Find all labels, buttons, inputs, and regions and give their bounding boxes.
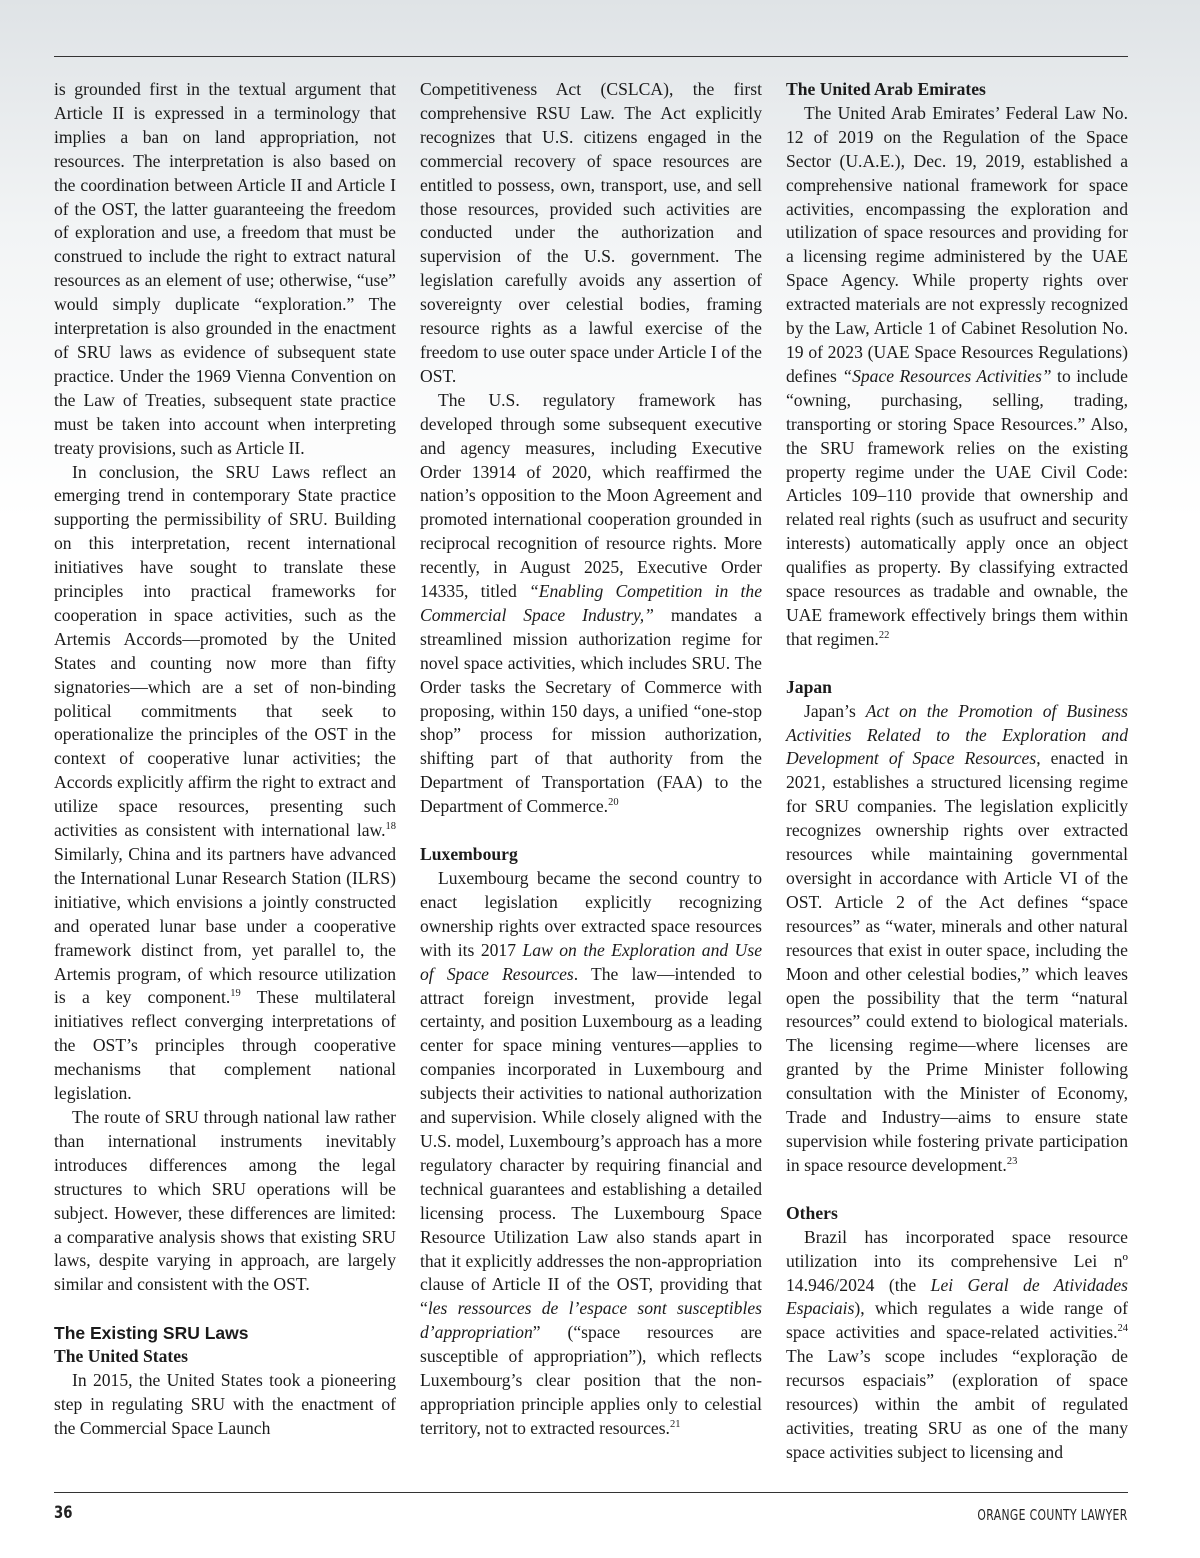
section-heading: The Existing SRU Laws [54,1323,249,1344]
paragraph: Luxembourg became the second country to enact legislation explicitly recognizing ownership rights over extracted space resources with its 2017 Law on the Exploration and Use of Space Resources. The law—intended to attract foreign investment, provide legal certainty, and position Luxembourg as a leading center for space mining ventures—applies to companies incorporated in Luxembourg and subjects their activities to national authorization and supervision. While closely aligned with the U.S. model, Luxembourg’s approach has a more regulatory character by requiring financial and technical guarantees and establishing a detailed licensing process. The Luxembourg Space Resource Utilization Law also stands apart in that it explicitly addresses the non-appropriation clause of Article II of the OST, providing that “les ressources de l’espace sont susceptibles d’appropriation” (“space resources are susceptible of appropriation”), which reflects Luxembourg’s clear position that the non-appropriation principle applies only to celestial territory, not to extracted resources.$^{21}$ [420,868,762,1438]
paragraph: Competitiveness Act (CSLCA), the first comprehensive RSU Law. The Act explicitly recognizes that U.S. citizens engaged in the commercial recovery of space resources are entitled to possess, own, transport, use, and sell those resources, provided such activities are conducted under the authorization and supervision of the U.S. government. The legislation carefully avoids any assertion of sovereignty over celestial bodies, framing resource rights as a lawful exercise of the freedom to use outer space under Article I of the OST. [420,79,762,386]
paragraph: The route of SRU through national law rather than international instruments inevitably introduces differences among the legal structures to which SRU operations will be subject. However, these differences are limited: a comparative analysis shows that existing SRU laws, despite varying in approach, are largely similar and consistent with the OST. [54,1106,396,1295]
subsection-heading: Japan [786,676,832,697]
footnote-ref: 24 [1117,1323,1128,1335]
paragraph: The U.S. regulatory framework has developed through some subsequent executive and agency measures, including Executive Order 13914 of 2020, which reaffirmed the nation’s opposition to the Moon Agreement and promoted international cooperation grounded in reciprocal recognition of resource rights. More recently, in August 2025, Executive Order 14335, titled “Enabling Competition in the Commercial Space Industry,” mandates a streamlined mission authorization regime for novel space activities, which includes SRU. The Order tasks the Secretary of Commerce with proposing, within 150 days, a unified “one-stop shop” process for mission authorization, shifting part of that authority from the Department of Transportation (FAA) to the Department of Commerce.$^{20}$ [420,389,763,817]
footnote-ref: 19 [230,988,241,1000]
paragraph: Brazil has incorporated space resource utilization into its comprehensive Lei nº 14.946/2024 (the Lei Geral de Atividades Espaciais), which regulates a wide range of space activities and space-related activities.$^{24}$ The Law’s scope includes “exploração de recursos espaciais” (exploration of space resources) within the ambit of regulated activities, treating SRU as one of the many space activities subject to licensing and [786,1226,1128,1462]
publication-name: ORANGE COUNTY LAWYER [977,1506,1128,1524]
footer-rule [54,1492,1128,1493]
subsection-heading: Others [786,1202,838,1223]
paragraph: is grounded first in the textual argument that Article II is expressed in a terminology that implies a ban on land appropriation, not resources. The interpretation is also based on the coordination between Article II and Article I of the OST, the latter guaranteeing the freedom of exploration and use, a freedom that must be construed to include the right to extract natural resources as an element of use; otherwise, “use” would simply duplicate “exploration.” The interpretation is also grounded in the enactment of SRU laws as evidence of subsequent state practice. Under the 1969 Vienna Convention on the Law of Treaties, subsequent state practice must be taken into account when interpreting treaty provisions, such as Article II. [54,79,396,458]
header-rule [54,56,1128,57]
paragraph: The United Arab Emirates’ Federal Law No. 12 of 2019 on the Regulation of the Space Sector (U.A.E.), Dec. 19, 2019, established a comprehensive national framework for space activities, encompassing the exploration and utilization of space resources and providing for a licensing regime administered by the UAE Space Agency. While property rights over extracted materials are not expressly recognized by the Law, Article 1 of Cabinet Resolution No. 19 of 2023 (UAE Space Resources Regulations) defines “Space Resources Activities” to include “owning, purchasing, selling, trading, transporting or storing Space Resources.” Also, the SRU framework relies on the existing property regime under the UAE Civil Code: Articles 109–110 provide that ownership and related real rights (such as usufruct and security interests) automatically apply once an object qualifies as property. By classifying extracted space resources as tradable and ownable, the UAE framework effectively brings them within that regimen.$^{22}$ [786,102,1128,649]
column-2 [420,78,762,1441]
footnote-ref: 20 [608,797,619,809]
footnote-ref: 23 [1006,1156,1018,1168]
page-number: 36 [54,1503,73,1523]
paragraph: In 2015, the United States took a pioneering step in regulating SRU with the enactment of the Commercial Space Launch [54,1370,396,1438]
footnote-ref: 18 [385,821,396,833]
paragraph: Japan’s Act on the Promotion of Business Activities Related to the Exploration and Development of Space Resources, enacted in 2021, establishes a structured licensing regime for SRU companies. The legislation explicitly recognizes ownership rights over extracted resources while maintaining governmental oversight in accordance with Article VI of the OST. Article 2 of the Act defines “space resources” as “water, minerals and other natural resources that exist in outer space, including the Moon and other celestial bodies,” which leaves open the possibility that the term “natural resources” could extend to biological materials. The licensing regime—where licenses are granted by the Prime Minister following consultation with the Minister of Economy, Trade and Industry—aims to ensure state supervision while fostering private participation in space resource development.$^{23}$ [786,700,1128,1175]
subsection-heading: The United Arab Emirates [786,79,986,99]
column-1 [54,78,396,1441]
paragraph: In conclusion, the SRU Laws reflect an emerging trend in contemporary State practice supporting the permissibility of SRU. Building on this interpretation, recent international initiatives have sought to translate these principles into practical frameworks for cooperation in space activities, such as the Artemis Accords—promoted by the United States and counting now more than fifty signatories—which are a set of non-binding political commitments that seek to operationalize the principles of the OST in the context of cooperative lunar activities; the Accords explicitly affirm the right to extract and utilize space resources, presenting such activities as consistent with international law.$^{18}$ Similarly, China and its partners have advanced the International Lunar Research Station (ILRS) initiative, which envisions a jointly constructed and operated lunar base under a cooperative framework distinct from, yet parallel to, the Artemis program, of which resource utilization is a key component.$^{19}$ These multilateral initiatives reflect converging interpretations of the OST’s principles through cooperative mechanisms that complement national legislation. [54,461,396,1104]
column-3 [786,78,1128,1465]
footnote-ref: 22 [878,629,890,641]
subsection-heading: Luxembourg [420,844,518,865]
footnote-ref: 21 [669,1418,681,1430]
subsection-heading: The United States [54,1346,188,1367]
